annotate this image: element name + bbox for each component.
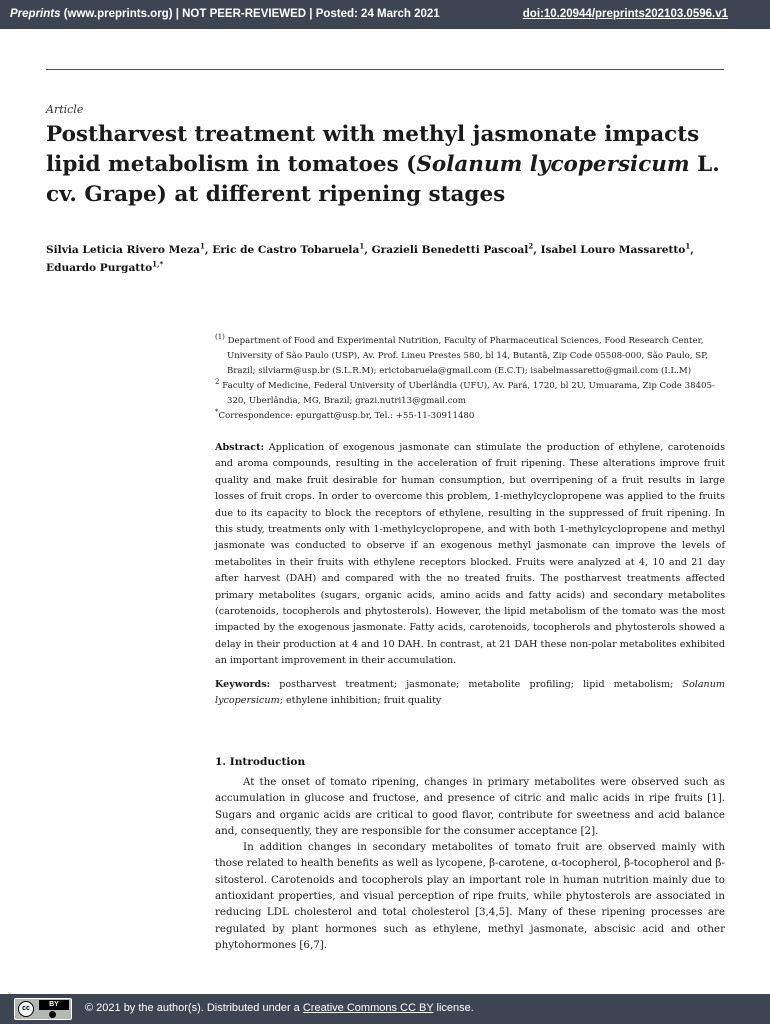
author-name: Isabel Louro Massaretto: [540, 244, 686, 256]
author-affil-mark: 2: [528, 241, 534, 251]
article-type-label: Article: [46, 103, 84, 116]
license-text: [85, 1002, 474, 1014]
license-suffix: license.: [433, 1002, 474, 1014]
intro-paragraph-2: In addition changes in secondary metabolites of tomato fruit are observed mainly with those related to health benefits as well as lycopene, β-carotene, α-tocopherol, β-tocopherol and β-sitosterol. Carotenoids and tocopherols play an important role in human nutrition mainly due to antioxidant properties, and visual perception of ripe fruits, while phytosterols are associated in reducing LDL cholesterol and total cholesterol [3,4,5]. Many of these ripening processes are regulated by plant hormones such as ethylene, methyl jasmonate, abscisic acid and other phytohormones [6,7].: [215, 841, 725, 951]
cc-by-badge-icon[interactable]: [14, 998, 72, 1020]
keywords-text-end: ; ethylene inhibition; fruit quality: [279, 695, 442, 707]
correspondence-mark: *: [215, 408, 219, 417]
correspondence-text: Correspondence: epurgatt@usp.br, Tel.: +55-11-30911480: [218, 411, 475, 421]
section-heading-introduction: 1. Introduction: [215, 756, 306, 768]
correspondence: [215, 409, 725, 424]
keywords: [215, 677, 725, 710]
keywords-text: postharvest treatment; jasmonate; metabolite profiling; lipid metabolism;: [270, 679, 683, 690]
title-species: Solanum lycopersicum: [416, 152, 690, 177]
preprint-header-bar: [0, 0, 770, 29]
person-icon: [49, 1011, 56, 1018]
affiliation-item: [215, 334, 725, 379]
preprints-brand: Preprints: [10, 8, 61, 20]
affiliation-text: Department of Food and Experimental Nutrition, Faculty of Pharmaceutical Sciences, Food Research Center, University of São Paulo (USP), Av. Prof. Lineu Prestes 580, bl 14, Butantã, Zip Code 05508-000, São Paulo, SP, Brazil; silviarm@usp.br (S.L.R.M); erictobaruela@gmail.com (E.C.T); isabelmassaretto@gmail.com (I.L.M): [227, 336, 708, 376]
doi-link[interactable]: doi:10.20944/preprints202103.0596.v1: [522, 8, 728, 20]
author-affil-mark: 1: [359, 241, 365, 251]
author-name: Silvia Leticia Rivero Meza: [46, 244, 200, 256]
posting-info: (www.preprints.org) | NOT PEER-REVIEWED | Posted: 24 March 2021: [60, 8, 440, 20]
author-name: Eric de Castro Tobaruela: [212, 244, 360, 256]
author: Grazieli Benedetti Pascoal$^2$,: [371, 241, 537, 256]
copyright-text: © 2021 by the author(s). Distributed under a: [85, 1002, 303, 1014]
affiliation-mark: (1): [215, 333, 225, 342]
cc-icon: cc: [18, 1001, 34, 1017]
license-link[interactable]: Creative Commons CC BY: [302, 1002, 434, 1014]
affiliation-mark: 2: [215, 378, 220, 387]
affiliation-text: Faculty of Medicine, Federal University of Uberlândia (UFU), Av. Pará, 1720, bl 2U, Umuarama, Zip Code 38405-320, Uberlândia, MG, Brazil; grazi.nutri13@gmail.com: [222, 381, 715, 406]
keywords-label: Keywords:: [215, 679, 271, 690]
keywords-species: Solanum lycopersicum: [215, 679, 725, 707]
license-footer: [0, 994, 770, 1024]
author-name: Grazieli Benedetti Pascoal: [371, 244, 529, 256]
title-part-1: Postharvest treatment with methyl jasmonate impacts lipid metabolism in tomatoes (: [46, 122, 700, 177]
title-part-2: L. cv. Grape) at different ripening stages: [46, 152, 720, 207]
author-name: Eduardo Purgatto: [46, 262, 153, 274]
author: Isabel Louro Massaretto$^1$,: [540, 241, 694, 256]
abstract-label: Abstract:: [215, 442, 265, 453]
affiliation-item: [215, 379, 725, 409]
preprint-source: [10, 8, 440, 20]
abstract-text: Application of exogenous jasmonate can stimulate the production of ethylene, carotenoids and aroma compounds, resulting in the acceleration of fruit ripening. These alterations improve fruit quality and make fruit desirable for human consumption, but overripening of a fruit results in large losses of fruit crops. In order to overcome this problem, 1-methylcyclopropene was applied to the fruits due to its capacity to block the receptors of ethylene, resulting in the suppressed of fruit ripening. In this study, treatments only with 1-methylcyclopropene, and with both 1-methylcyclopropene and methyl jasmonate was conducted to observe if an exogenous methyl jasmonate can improve the levels of metabolites in their fruits with ethylene receptors blocked. Fruits were analyzed at 4, 10 and 21 day after harvest (DAH) and compared with the no treated fruits. The postharvest treatments affected primary metabolites (sugars, organic acids, amino acids and fatty acids) and secondary metabolites (carotenoids, tocopherols and phytosterols). However, the lipid metabolism of the tomato was the most impacted by the exogenous jasmonate. Fatty acids, carotenoids, tocopherols and phytosterols showed a delay in their production at 4 and 10 DAH. In contrast, at 21 DAH these non-polar metabolites exhibited an important improvement in their accumulation.: [215, 442, 725, 667]
by-label: BY: [39, 1000, 69, 1010]
author-affil-mark: 1,*: [152, 259, 164, 269]
author: [46, 259, 164, 274]
introduction-body: [215, 774, 725, 953]
affiliations: [215, 334, 725, 424]
intro-paragraph-1: At the onset of tomato ripening, changes in primary metabolites were observed such as accumulation in glucose and fructose, and presence of citric and malic acids in ripe fruits [1]. Sugars and organic acids are critical to good flavor, contribute for sweetness and acid balance and, consequently, they are responsible for the consumer acceptance [2].: [215, 776, 725, 837]
abstract: [215, 440, 725, 670]
header-divider: [46, 69, 724, 70]
paper-title: [46, 120, 736, 210]
author: Silvia Leticia Rivero Meza$^1$,: [46, 241, 209, 256]
author: Eric de Castro Tobaruela$^1$,: [212, 241, 368, 256]
author-affil-mark: 1: [685, 241, 691, 251]
author-list: [46, 241, 726, 277]
author-affil-mark: 1: [199, 241, 205, 251]
